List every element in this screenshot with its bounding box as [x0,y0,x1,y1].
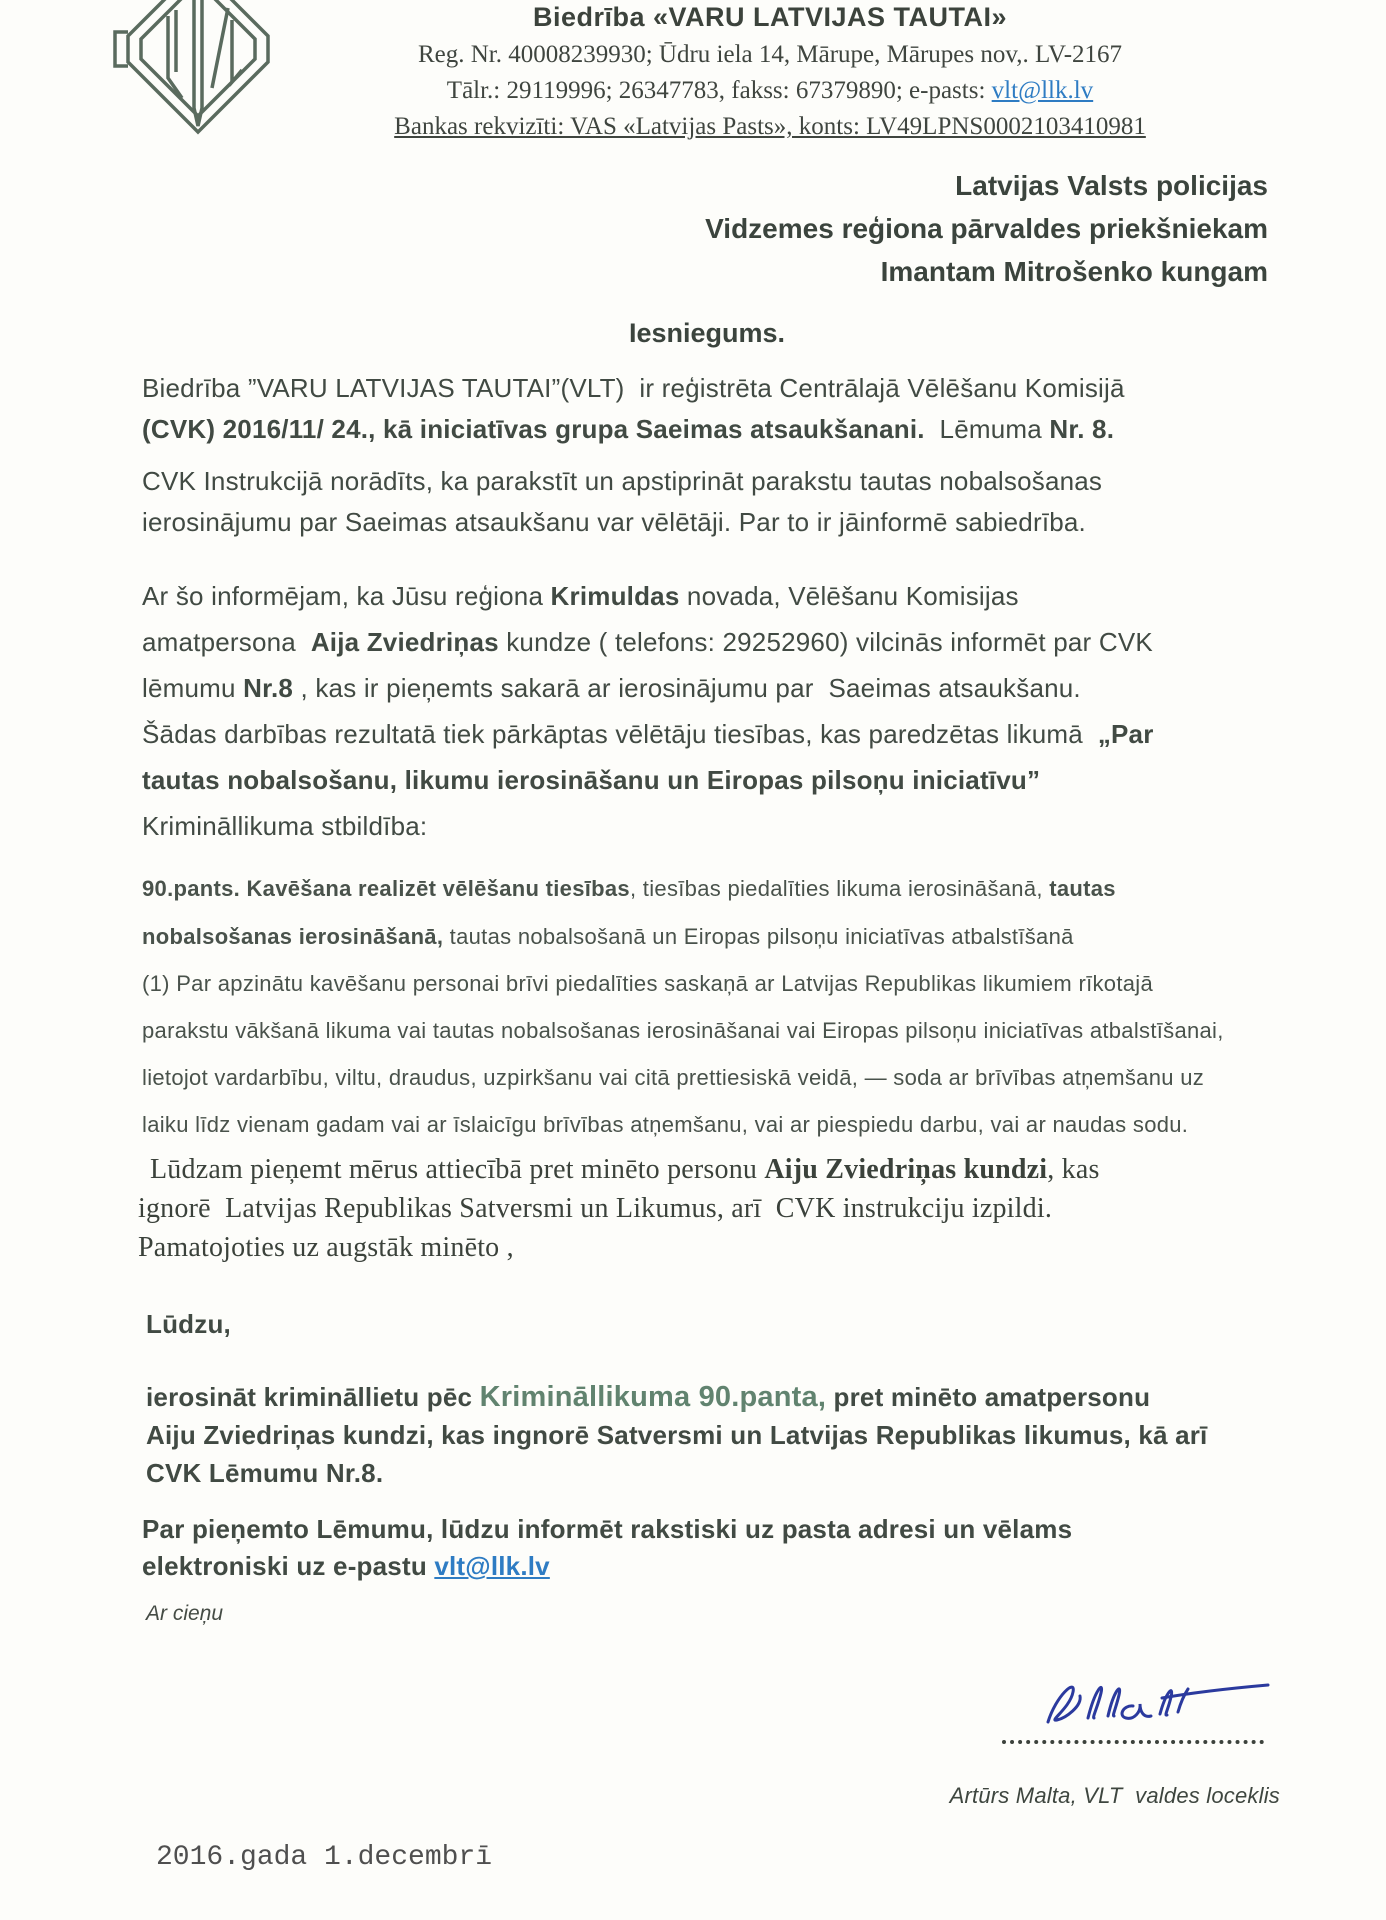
p3-bold-krimuldas: Krimuldas [550,581,680,611]
p3-bold-name: Aija Zviedriņas [310,627,499,657]
handwritten-signature [1030,1666,1280,1738]
org-registration-line: Reg. Nr. 40008239930; Ūdru iela 14, Mārupe, Mārupes nov,. LV-2167 [417,41,1123,68]
p1-regular: Lēmuma [924,414,1050,444]
document-title: Iesniegums. [628,318,786,348]
paragraph-demand [146,1378,1286,1492]
p7-seg: Lūdzam pieņemt mērus attiecībā pret minēto personu [150,1154,765,1185]
p9-line2: Aiju Zviedriņas kundzi, kas ingnorē Satversmi un Latvijas Republikas likumus, kā arī [146,1420,1208,1450]
org-contact-line [330,77,1210,105]
paragraph-reply-info [142,1511,1282,1585]
vlt-logo [108,0,288,138]
recipient-line-2: Vidzemes reģiona pārvaldes priekšniekam [705,213,1268,244]
signature-dotted-line [1002,1740,1264,1744]
bank-text: Bankas rekvizīti: VAS «Latvijas Pasts», konts: LV49LPNS0002103410981 [394,113,1146,140]
recipient-line-1: Latvijas Valsts policijas [955,170,1268,201]
p3-seg: Ar šo informējam, ka Jūsu reģiona [142,581,551,611]
p1-bold-1: (CVK) 2016/11/ 24., kā iniciatīvas grupa Saeimas atsaukšanani. [142,414,925,444]
p3-bold-nr8: Nr.8 [243,673,294,703]
law1-bold-2: tautas [1049,876,1116,901]
law2-line4: laiku līdz vienam gadam vai ar īslaicīgu brīvības atņemšanu, vai ar piespiedu darbu, vai ar naudas sodu. [142,1112,1189,1137]
law2-line2: parakstu vākšanā likuma vai tautas nobalsošanas ierosināšanai vai Eiropas pilsoņu iniciatīvas atbalstīšanai, [142,1018,1224,1043]
p3-seg-law-ref: Krimināllikuma stbildība: [142,811,428,841]
p1-line1: Biedrība ”VARU LATVIJAS TAUTAI”(VLT) ir reģistrēta Centrālajā Vēlēšanu Komisijā [142,373,1125,403]
p1-bold-2: Nr. 8. [1049,414,1115,444]
p3-seg: novada, Vēlēšanu Komisijas [679,581,1019,611]
org-name: Biedrība «VARU LATVIJAS TAUTAI» [532,2,1008,32]
law1-bold-3: nobalsošanas ierosināšanā, [142,924,444,949]
law1-seg: tautas nobalsošanā un Eiropas pilsoņu iniciatīvas atbalstīšanā [443,924,1074,949]
law2-line1: (1) Par apzinātu kavēšanu personai brīvi piedalīties saskaņā ar Latvijas Republikas likumiem rīkotajā [142,971,1154,996]
recipient-line-3: Imantam Mitrošenko kungam [880,256,1268,287]
paragraph-ludzu: Lūdzu, [146,1309,231,1339]
body-email-link[interactable]: vlt@llk.lv [434,1551,550,1581]
p2-line2: ierosinājumu par Saeimas atsaukšanu var vēlētāji. Par to ir jāinformē sabiedrība. [142,507,1086,537]
p3-seg: amatpersona [142,627,311,657]
p3-bold-quote-start: „Par [1097,719,1154,749]
paragraph-complaint [142,573,1282,849]
paragraph-cvk-instruction [142,461,1282,543]
p10-seg: elektroniski uz e-pastu [142,1551,435,1581]
p9-seg: pret minēto amatpersonu [826,1382,1151,1412]
p9-seg: ierosināt krimināllietu pēc [146,1382,480,1412]
p3-seg: Šādas darbības rezultatā tiek pārkāptas vēlētāju tiesības, kas paredzētas likumā [142,719,1098,749]
p9-line3: CVK Lēmumu Nr.8. [146,1458,384,1488]
law-article-heading [142,865,1282,961]
p3-seg: lēmumu [142,673,244,703]
recipient-block [705,164,1268,293]
law2-line3: lietojot vardarbību, viltu, draudus, uzpirkšanu vai citā prettiesiskā veidā, — soda ar brīvības atņemšanu uz [142,1065,1205,1090]
p2-line1: CVK Instrukcijā norādīts, ka parakstīt un apstiprināt parakstu tautas nobalsošanas [142,466,1103,496]
closing-salutation: Ar cieņu [146,1602,224,1625]
header-email-link[interactable]: vlt@llk.lv [991,77,1094,104]
p7-seg: , kas [1047,1154,1100,1185]
contact-text: Tālr.: 29119996; 26347783, fakss: 67379890; e-pasts: [446,77,992,104]
org-bank-line [330,113,1210,141]
date-line: 2016.gada 1.decembrī [156,1842,493,1873]
p9-highlight-law: Krimināllikuma 90.panta, [479,1381,827,1413]
paragraph-request [138,1150,1288,1267]
p3-seg: kundze ( telefons: 29252960) vilcinās informēt par CVK [498,627,1153,657]
p10-line1: Par pieņemto Lēmumu, lūdzu informēt rakstiski uz pasta adresi un vēlams [142,1514,1073,1544]
p7-bold-name: Aiju Zviedriņas kundzi [764,1154,1048,1185]
p7-line2: ignorē Latvijas Republikas Satversmi un Likumus, arī CVK instrukciju izpildi. [138,1193,1053,1224]
law-article-text [142,960,1282,1148]
p7-line3: Pamatojoties uz augstāk minēto , [138,1232,514,1263]
law1-bold-1: 90.pants. Kavēšana realizēt vēlēšanu tiesības [142,876,630,901]
letterhead [330,2,1210,141]
p3-bold-quote-end: tautas nobalsošanu, likumu ierosināšanu un Eiropas pilsoņu iniciatīvu” [142,765,1041,795]
p3-seg: , kas ir pieņemts sakarā ar ierosinājumu par Saeimas atsaukšanu. [293,673,1081,703]
signer-name: Artūrs Malta, VLT valdes loceklis [949,1783,1280,1808]
paragraph-registration [142,368,1282,450]
law1-seg: , tiesības piedalīties likuma ierosināšanā, [629,876,1050,901]
